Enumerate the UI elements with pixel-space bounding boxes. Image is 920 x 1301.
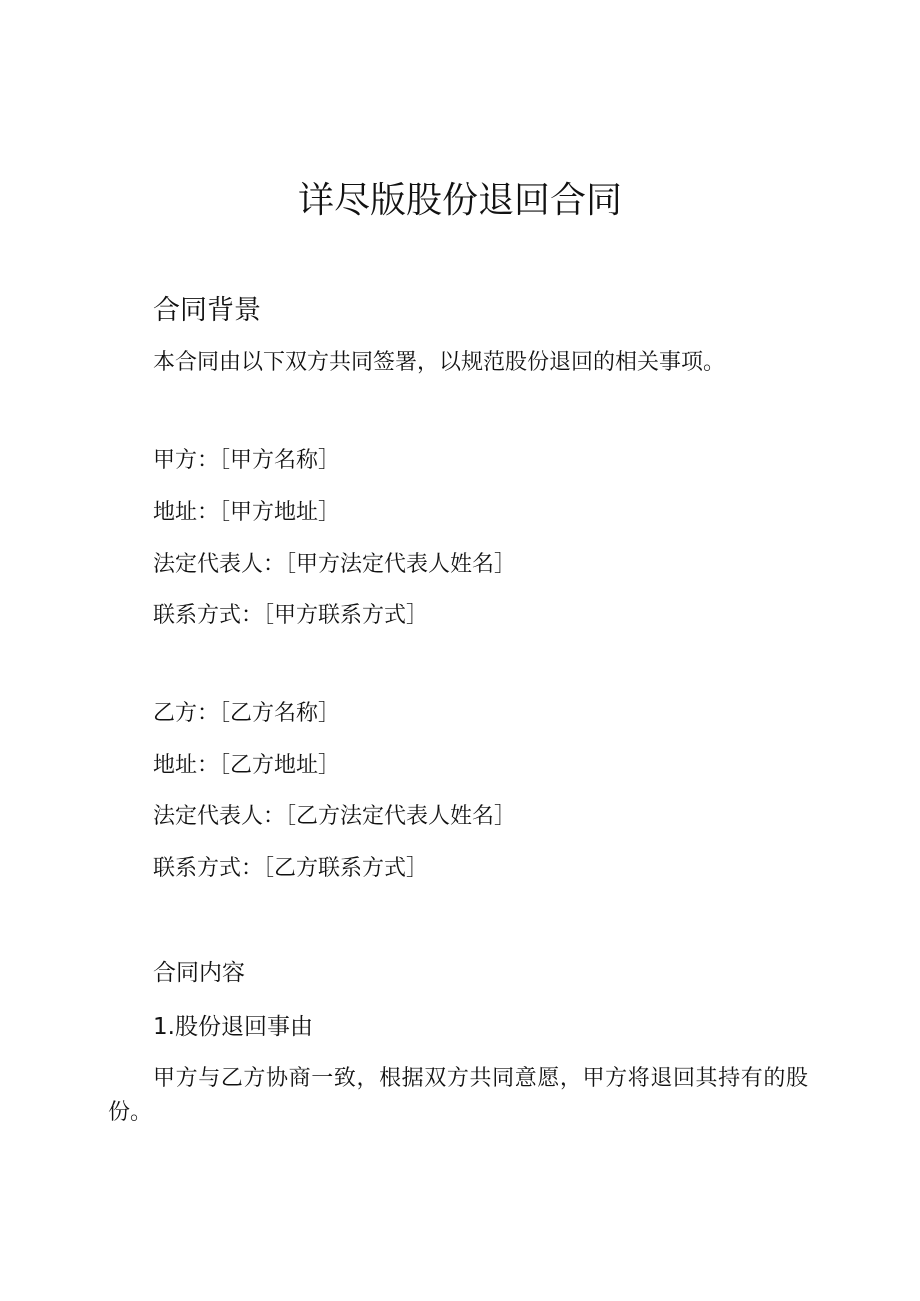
- party-a-name: 甲方：［甲方名称］: [153, 448, 341, 473]
- party-a-address: 地址：［甲方地址］: [153, 500, 341, 525]
- section1-text: 甲方与乙方协商一致，根据双方共同意愿，甲方将退回其持有的股份。: [108, 1066, 808, 1125]
- document-title: 详尽版股份退回合同: [297, 180, 622, 221]
- party-a-contact: 联系方式：［甲方联系方式］: [153, 603, 429, 628]
- content-heading: 合同内容: [153, 960, 245, 986]
- background-intro: 本合同由以下双方共同签署，以规范股份退回的相关事项。: [153, 350, 726, 375]
- party-b-contact: 联系方式：［乙方联系方式］: [153, 856, 429, 881]
- party-b-name: 乙方：［乙方名称］: [153, 701, 341, 726]
- background-heading: 合同背景: [153, 295, 261, 326]
- party-b-address: 地址：［乙方地址］: [153, 753, 341, 778]
- section1-heading: 1.股份退回事由: [153, 1014, 313, 1040]
- party-b-legal-rep: 法定代表人：［乙方法定代表人姓名］: [153, 804, 517, 829]
- party-a-legal-rep: 法定代表人：［甲方法定代表人姓名］: [153, 552, 517, 577]
